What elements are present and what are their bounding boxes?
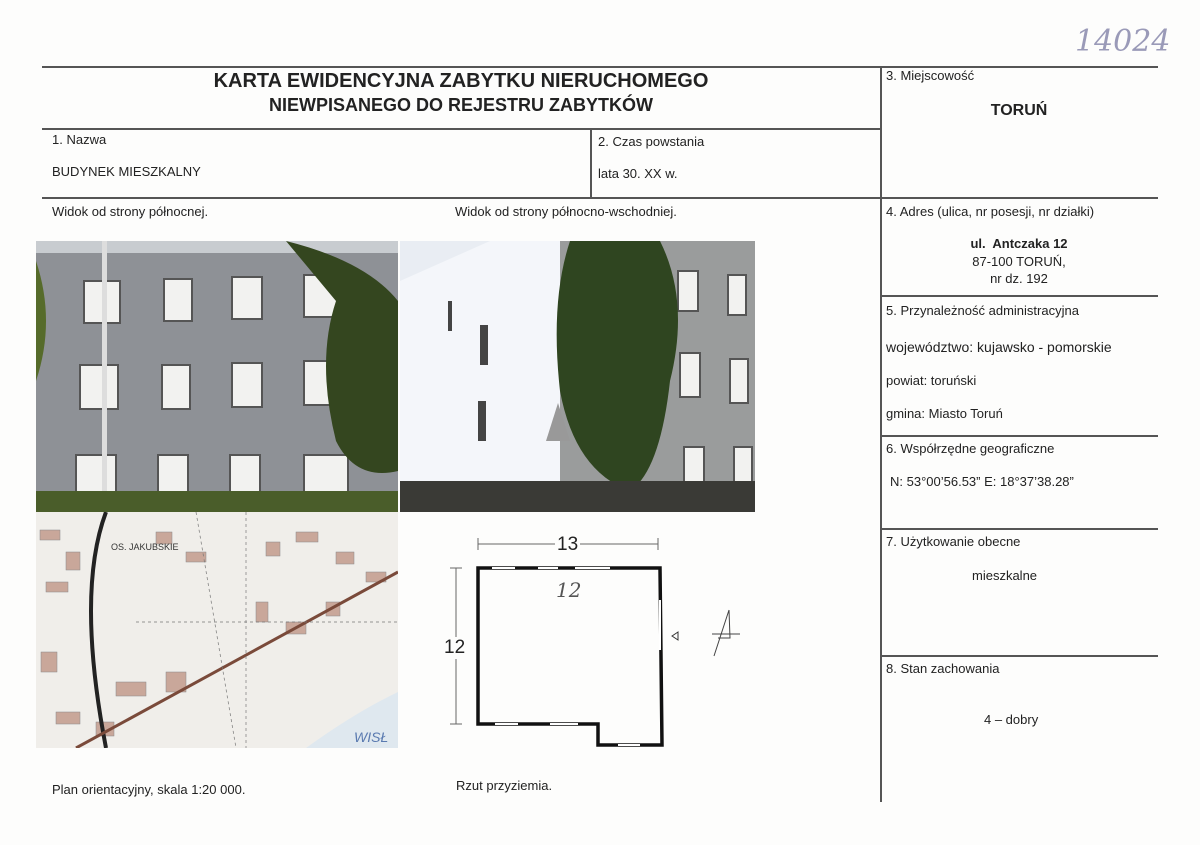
plan-building-number: 12	[556, 578, 582, 602]
map-district-label: OS. JAKUBSKIE	[111, 542, 179, 552]
card-subtitle: NIEWPISANEGO DO REJESTRU ZABYTKÓW	[268, 95, 654, 115]
locality-value: TORUŃ	[990, 102, 1048, 119]
photo-northeast-facade	[400, 241, 755, 512]
condition-value: 4 – dobry	[984, 712, 1039, 727]
date-value: lata 30. XX w.	[598, 166, 678, 181]
photo-north-facade	[36, 241, 398, 512]
date-label: 2. Czas powstania	[598, 134, 705, 149]
plan-caption: Rzut przyziemia.	[456, 778, 553, 793]
admin-label: 5. Przynależność administracyjna	[886, 303, 1079, 318]
locality-label: 3. Miejscowość	[886, 68, 975, 83]
usage-label: 7. Użytkowanie obecne	[886, 534, 1021, 549]
photo-north-caption: Widok od strony północnej.	[52, 204, 209, 219]
map-caption: Plan orientacyjny, skala 1:20 000.	[52, 782, 246, 797]
name-label: 1. Nazwa	[52, 132, 107, 147]
address-label: 4. Adres (ulica, nr posesji, nr działki)	[886, 204, 1095, 219]
map-river-label: WISŁ	[354, 729, 389, 745]
condition-label: 8. Stan zachowania	[886, 661, 1000, 676]
photo-northeast-caption: Widok od strony północno-wschodniej.	[455, 204, 677, 219]
handwritten-number: 14024	[1075, 24, 1171, 59]
address-street: ul. Antczaka 12	[970, 236, 1068, 251]
ground-floor-plan	[400, 520, 760, 760]
coords-label: 6. Współrzędne geograficzne	[886, 441, 1055, 456]
plan-height-dimension: 12	[444, 637, 466, 658]
admin-voivodeship: województwo: kujawsko - pomorskie	[886, 339, 1112, 355]
name-value: BUDYNEK MIESZKALNY	[52, 164, 201, 179]
orientation-map	[36, 512, 398, 748]
address-city: 87-100 TORUŃ,	[972, 254, 1066, 269]
address-plot: nr dz. 192	[990, 271, 1048, 286]
admin-county: powiat: toruński	[886, 373, 977, 388]
card-title: KARTA EWIDENCYJNA ZABYTKU NIERUCHOMEGO	[213, 70, 709, 92]
coords-value: N: 53°00’56.53” E: 18°37’38.28”	[890, 474, 1074, 489]
plan-width-dimension: 13	[557, 534, 579, 555]
admin-commune: gmina: Miasto Toruń	[886, 406, 1003, 421]
usage-value: mieszkalne	[972, 568, 1038, 583]
